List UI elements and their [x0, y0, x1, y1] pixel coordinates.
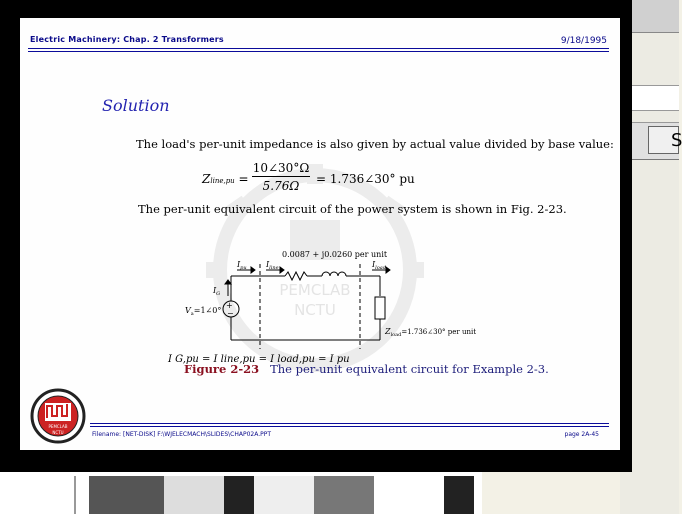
window-border: [620, 0, 632, 472]
i-pu-subscript: pu: [240, 265, 247, 271]
i-load-label: [371, 260, 386, 271]
background-button-label: S: [671, 130, 682, 151]
logo-text-2: NCTU: [52, 430, 64, 435]
i-g-label: [212, 286, 220, 297]
background-button[interactable]: [648, 126, 682, 154]
logo-text-1: PEMCLAB: [48, 424, 68, 429]
slide[interactable]: [20, 18, 623, 450]
watermark-text-1: PEMCLAB: [279, 281, 351, 299]
figure-caption-label: Figure 2-23: [184, 362, 260, 376]
equation-lhs-subscript: line,pu: [210, 177, 235, 185]
i-g-subscript: G: [216, 291, 221, 297]
source-plus-sign: +: [226, 301, 233, 310]
equation-lhs: Zline,pu =: [202, 172, 249, 186]
source-minus-sign: −: [227, 309, 234, 318]
equation-lhs-symbol: Z: [202, 172, 211, 186]
pemclab-logo-icon: [28, 388, 88, 444]
source-voltage-subscript: a: [190, 311, 194, 317]
solution-heading: Solution: [102, 96, 170, 115]
figure-caption-text: The per-unit equivalent circuit for Example 2-3.: [270, 362, 549, 376]
i-line-label: [265, 260, 279, 271]
paragraph-circuit-intro: The per-unit equivalent circuit of the power system is shown in Fig. 2-23.: [138, 202, 567, 216]
equation-denominator: 5.76Ω: [262, 179, 300, 193]
equation-fraction: [252, 161, 310, 193]
background-input-field[interactable]: [632, 85, 679, 111]
footer-rule-2: [90, 426, 609, 427]
figure-caption: [184, 362, 549, 376]
i-pu-symbol: I: [237, 260, 241, 269]
slide-header-date: 9/18/1995: [560, 36, 607, 46]
load-impedance-symbol: Z: [385, 327, 391, 336]
footer-rule: [90, 423, 609, 424]
equation-numerator: 10∠30°Ω: [252, 161, 310, 175]
footer-page-number: page 2A-45: [564, 431, 599, 438]
source-voltage-label: [185, 306, 221, 317]
i-pu-label: [236, 260, 247, 271]
source-voltage-symbol: V: [185, 306, 191, 315]
header-rule-2: [28, 51, 609, 52]
fraction-bar: [252, 176, 310, 177]
line-impedance-label: 0.0087 + j0.0260 per unit: [282, 250, 388, 259]
load-impedance-subscript: load: [390, 332, 402, 338]
load-impedance-label: [384, 327, 476, 338]
background-toolbar: [632, 0, 679, 33]
header-rule: [28, 48, 609, 49]
i-load-symbol: I: [372, 260, 376, 269]
background-photo-image: [14, 476, 474, 514]
source-voltage-value: =1∠0°: [193, 306, 222, 315]
i-line-symbol: I: [266, 260, 270, 269]
i-g-symbol: I: [213, 286, 217, 295]
load-impedance-value: =1.736∠30° per unit: [401, 328, 477, 336]
current-equality-equation: I G,pu = I line,pu = I load,pu = I pu: [168, 354, 350, 365]
footer-filename: Filename: [NET-DISK] F:\WJELECMACH\SLIDES\CHAP02A.PPT: [92, 431, 272, 438]
i-line-subscript: line: [269, 265, 279, 271]
per-unit-circuit-diagram: [20, 224, 623, 374]
paragraph-load-impedance: The load's per-unit impedance is also given by actual value divided by base value:: [136, 137, 614, 151]
equation-rhs: = 1.736∠30° pu: [316, 172, 415, 186]
i-load-subscript: load: [375, 265, 386, 271]
slide-header-title: Electric Machinery: Chap. 2 Transformers: [30, 35, 224, 44]
watermark-text-2: NCTU: [294, 301, 336, 319]
